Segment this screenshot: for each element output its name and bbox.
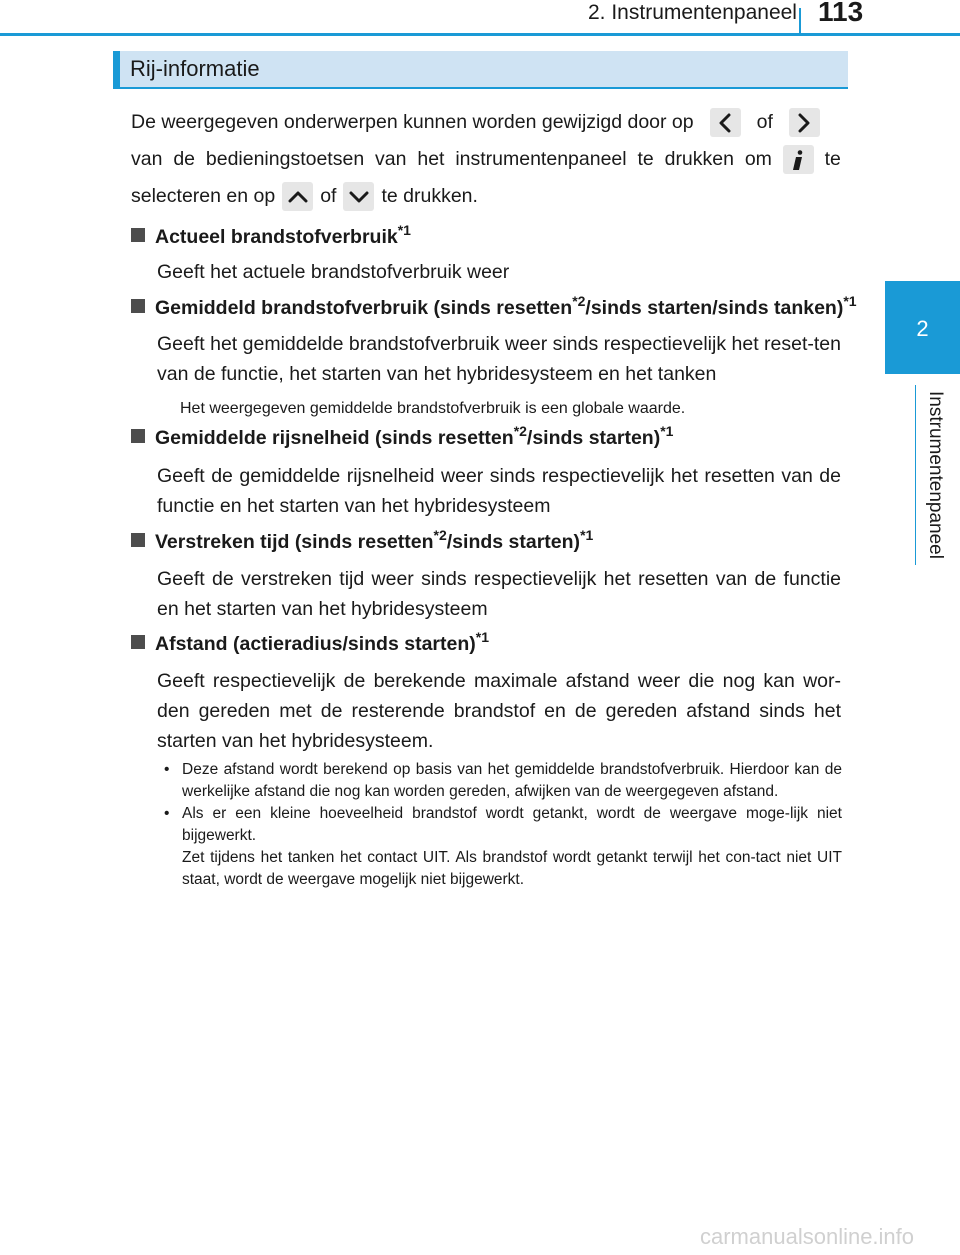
item-heading-elapsed-time	[131, 527, 593, 554]
intro-of-1: of	[756, 111, 773, 133]
item-heading-text: Actueel brandstofverbruik	[155, 226, 398, 248]
intro-word: te	[824, 148, 841, 170]
list-item-text: Deze afstand wordt berekend op basis van het gemiddelde brandstofverbruik. Hierdoor kan de werkelijke afstand die nog kan worden gereden, afwijken van de weergegeven afstand.	[182, 761, 842, 800]
item-heading-actual-consumption	[131, 222, 411, 249]
header-divider	[799, 8, 801, 34]
section-title-bar	[113, 51, 848, 89]
chapter-tab	[885, 281, 960, 374]
item-heading-text: /sinds starten)	[526, 427, 661, 449]
chapter-tab-rule	[915, 385, 916, 565]
intro-word: te	[637, 148, 654, 170]
item-heading-text: /sinds starten)	[446, 531, 581, 553]
square-bullet-icon	[131, 299, 145, 313]
footnote-ref: *2	[513, 423, 527, 439]
chapter-tab-label-text: Instrumentenpaneel	[925, 391, 946, 559]
chevron-right-icon	[789, 108, 820, 137]
intro-text-3b: te drukken.	[381, 185, 478, 207]
intro-line-1	[131, 104, 841, 141]
intro-text-1: De weergegeven onderwerpen kunnen worden gewijzigd door op	[131, 111, 694, 133]
item-heading-text: Gemiddelde rijsnelheid (sinds resetten	[155, 427, 514, 449]
intro-word: om	[744, 148, 772, 170]
item-heading-average-speed	[131, 423, 673, 450]
page-number: 113	[818, 0, 864, 27]
square-bullet-icon	[131, 429, 145, 443]
intro-word: drukken	[664, 148, 734, 170]
footnote-ref: *1	[843, 293, 857, 309]
intro-word: van	[131, 148, 163, 170]
item-body: Geeft de gemiddelde rijsnelheid weer sinds respectievelijk het resetten van de functie en het starten van het hybridesysteem	[157, 465, 841, 517]
square-bullet-icon	[131, 533, 145, 547]
item-body: Geeft het gemiddelde brandstofverbruik weer sinds respectievelijk het reset-ten van de functie, het starten van het hybridesysteem en het tanken	[157, 333, 841, 385]
info-icon	[783, 145, 814, 174]
item-heading-text: Gemiddeld brandstofverbruik (sinds resetten	[155, 297, 573, 319]
intro-of-3: of	[320, 185, 337, 207]
chevron-left-icon	[710, 108, 741, 137]
list-item-continuation: Zet tijdens het tanken het contact UIT. Als brandstof wordt getankt terwijl het con-tact niet UIT staat, wordt de weergave mogelijk niet bijgewerkt.	[182, 849, 842, 888]
footnote-ref: *1	[580, 527, 594, 543]
header-rule	[0, 33, 960, 36]
intro-paragraph	[131, 104, 841, 215]
item-body: Geeft de verstreken tijd weer sinds respectievelijk het resetten van de functie en het starten van het hybridesysteem	[157, 568, 841, 620]
chapter-tab-label	[920, 385, 950, 565]
list-item-text: Als er een kleine hoeveelheid brandstof wordt getankt, wordt de weergave moge-lijk niet bijgewerkt.	[182, 805, 842, 844]
section-accent	[113, 51, 120, 87]
item-body: Geeft respectievelijk de berekende maximale afstand weer die nog kan wor-den gereden met de resterende brandstof en de gereden afstand sinds het starten van het hybridesysteem.	[157, 670, 841, 752]
footnote-ref: *1	[397, 222, 411, 238]
item-heading-text: /sinds starten/sinds tanken)	[585, 297, 844, 319]
intro-word: bedieningstoetsen	[205, 148, 365, 170]
item-heading-text: Verstreken tijd (sinds resetten	[155, 531, 434, 553]
list-item	[162, 803, 842, 891]
list-item	[162, 759, 842, 803]
item-body: Geeft het actuele brandstofverbruik weer	[157, 261, 510, 283]
footnote-ref: *1	[475, 629, 489, 645]
item-note: Het weergegeven gemiddelde brandstofverbruik is een globale waarde.	[180, 400, 686, 417]
footnote-ref: *1	[660, 423, 674, 439]
chapter-tab-number: 2	[916, 316, 929, 341]
footnote-ref: *2	[433, 527, 447, 543]
intro-word: instrumentenpaneel	[455, 148, 627, 170]
intro-word: van	[375, 148, 407, 170]
square-bullet-icon	[131, 635, 145, 649]
intro-line-2	[131, 141, 841, 178]
item-heading-average-consumption	[131, 293, 857, 320]
chevron-down-icon	[343, 182, 374, 211]
section-title: Rij-informatie	[130, 56, 260, 81]
running-header-chapter: 2. Instrumentenpaneel	[588, 1, 797, 24]
intro-word: het	[417, 148, 445, 170]
item-heading-text: Afstand (actieradius/sinds starten)	[155, 633, 476, 655]
chevron-up-icon	[282, 182, 313, 211]
watermark: carmanualsonline.info	[700, 1224, 915, 1249]
item-heading-distance	[131, 629, 489, 656]
intro-word: de	[173, 148, 196, 170]
intro-text-3a: selecteren en op	[131, 185, 276, 207]
square-bullet-icon	[131, 228, 145, 242]
item-bullet-list	[162, 759, 842, 891]
intro-line-3	[131, 178, 841, 215]
footnote-ref: *2	[572, 293, 586, 309]
